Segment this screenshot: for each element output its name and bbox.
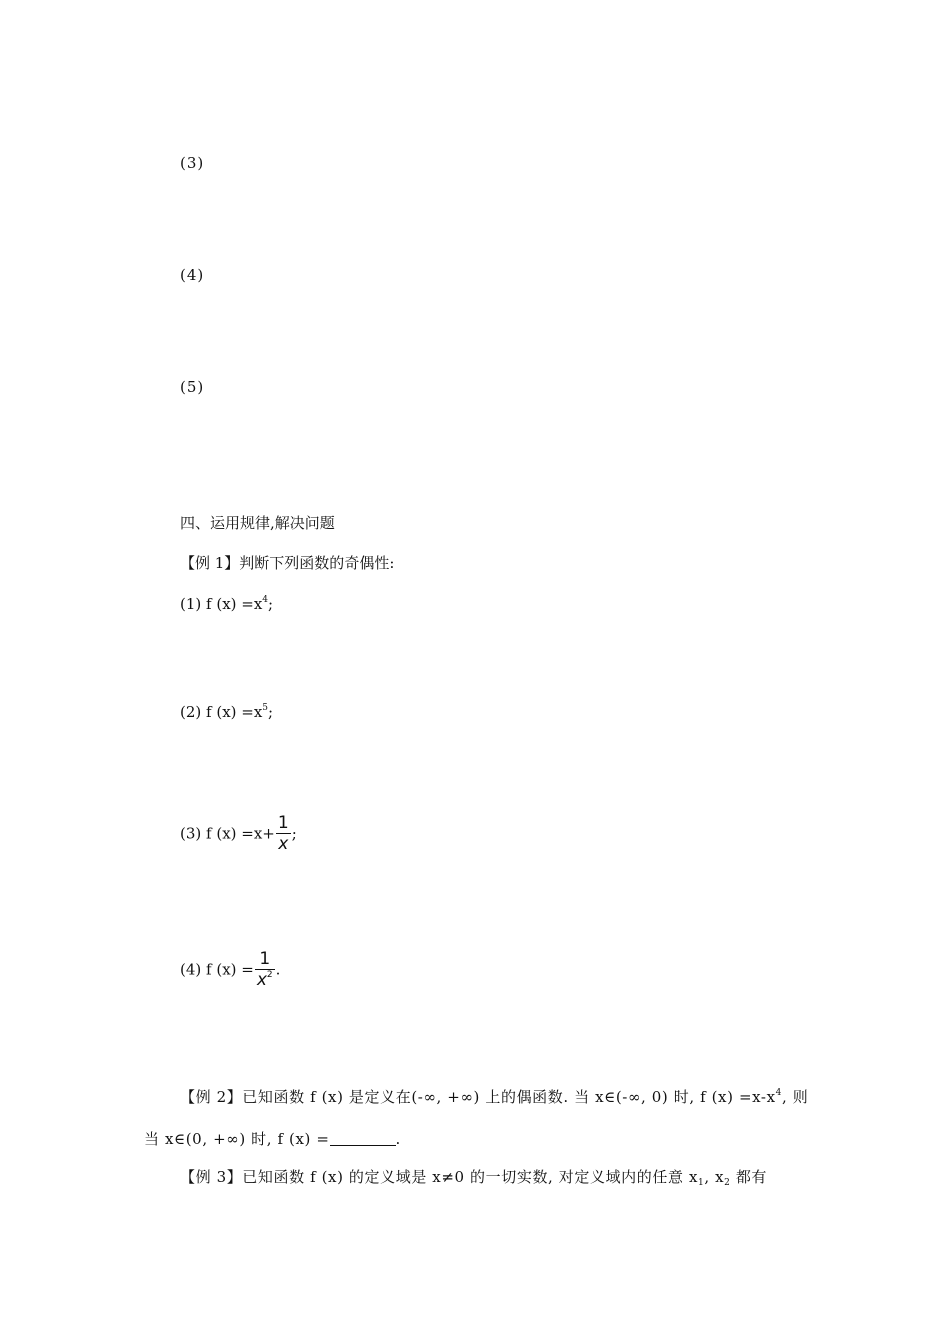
q1-suffix: ; (268, 595, 274, 613)
section-heading: 四、运用规律,解决问题 (180, 514, 335, 532)
answer-blank[interactable] (330, 1132, 396, 1146)
example3-sub-2: 2 (724, 1178, 731, 1188)
q2-exponent: 5 (262, 703, 269, 713)
q4-denominator-base: x (256, 970, 267, 990)
example3-sub-1: 1 (698, 1178, 705, 1188)
q3-text: (3) f (x) =x+ (180, 824, 275, 843)
q1-exponent: 4 (262, 595, 269, 605)
q3-denominator: x (278, 834, 289, 854)
example1-question-2 (180, 705, 273, 720)
q3-numerator: 1 (277, 813, 289, 833)
q4-fraction (255, 950, 275, 990)
example1-question-1 (180, 597, 273, 612)
example1-question-4 (180, 950, 280, 990)
list-item-5: (5) (180, 378, 205, 396)
example3-sep: , x (704, 1168, 725, 1186)
q4-suffix: . (275, 960, 281, 979)
example1-question-3 (180, 814, 297, 854)
q3-suffix: ; (291, 824, 297, 843)
example2-text-d: . (395, 1130, 401, 1148)
example3-text-a: 【例 3】已知函数 f (x) 的定义域是 x≠0 的一切实数, 对定义域内的任意 x (180, 1168, 699, 1186)
q4-text: (4) f (x) = (180, 960, 254, 979)
example2-text-c: 当 x∈(0, +∞) 时, f (x) = (144, 1130, 330, 1148)
example2-text-b: , 则 (781, 1088, 809, 1106)
example1-title: 【例 1】判断下列函数的奇偶性: (180, 554, 395, 572)
q2-suffix: ; (268, 703, 274, 721)
example2-line-1 (180, 1090, 808, 1105)
q1-text: (1) f (x) =x (180, 595, 263, 613)
example3-line-1 (180, 1168, 768, 1188)
list-item-4: (4) (180, 266, 205, 284)
q3-fraction (276, 814, 291, 854)
example2-text-a: 【例 2】已知函数 f (x) 是定义在(-∞, +∞) 上的偶函数. 当 x∈(-∞, 0) 时, f (x) =x-x (180, 1088, 776, 1106)
q4-denominator-exponent: 2 (266, 970, 273, 980)
q4-denominator (255, 970, 275, 990)
list-item-3: (3) (180, 154, 205, 172)
q2-text: (2) f (x) =x (180, 703, 263, 721)
example2-exponent: 4 (775, 1088, 782, 1098)
example2-line-2 (144, 1132, 401, 1147)
q4-numerator: 1 (259, 949, 271, 969)
example3-text-b: 都有 (730, 1168, 768, 1186)
